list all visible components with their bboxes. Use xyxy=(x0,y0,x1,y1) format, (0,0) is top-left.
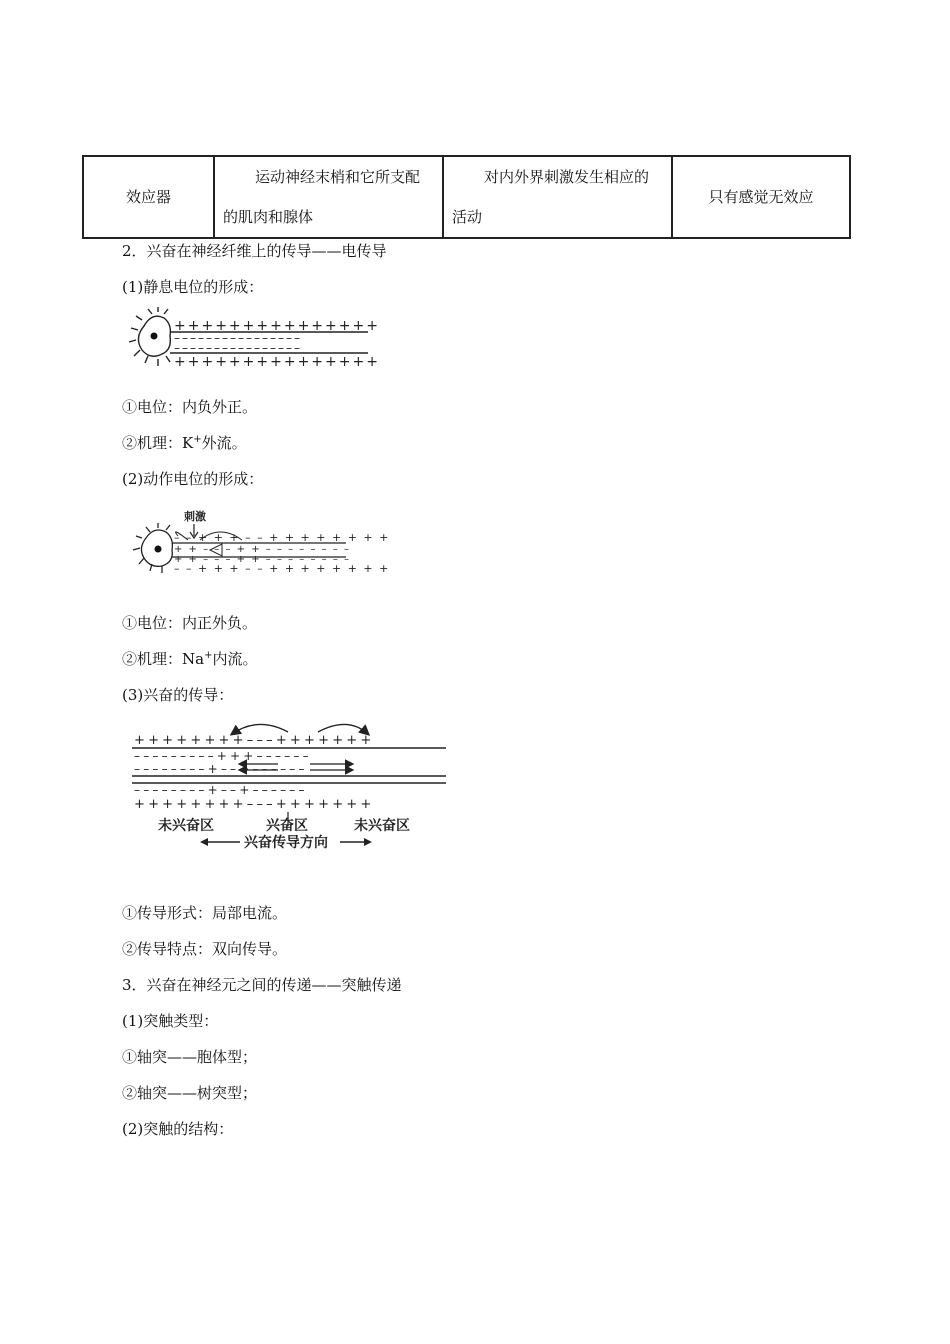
svg-text:––––––––+––+––––––: ––––––––+––+–––––– xyxy=(134,762,308,776)
resting-potential-figure xyxy=(122,306,380,370)
right-region-label: 未兴奋区 xyxy=(354,818,410,834)
table-cell: 对内外界刺激发生相应的活动 xyxy=(443,156,672,238)
section-heading: 3．兴奋在神经元之间的传递——突触传递 xyxy=(122,976,402,994)
svg-text:––––––––––––––––: –––––––––––––––– xyxy=(174,331,302,345)
subsection-heading: (1)静息电位的形成： xyxy=(122,278,264,296)
superscript: + xyxy=(193,434,202,445)
svg-text:– – + + + – – + + + + + + + +: – – + + + – – + + + + + + + + xyxy=(174,531,390,544)
stimulus-label: 刺激 xyxy=(184,510,206,523)
table-cell: 效应器 xyxy=(83,156,214,238)
svg-text:– – + + + – – + + + + + + + +: – – + + + – – + + + + + + + + xyxy=(174,562,390,575)
text-part: ②机理：Na xyxy=(122,650,205,668)
action-potential-figure xyxy=(130,506,390,582)
text-line xyxy=(122,432,247,453)
text-line: ①传导形式：局部电流。 xyxy=(122,904,288,922)
superscript: + xyxy=(204,650,213,661)
svg-text:+++++++++++++++: +++++++++++++++ xyxy=(174,354,380,370)
svg-text:––––––––+––+––––––: ––––––––+––+–––––– xyxy=(134,783,308,797)
subsection-heading: (1)突触类型： xyxy=(122,1012,219,1030)
mid-region-label: 兴奋区 xyxy=(266,818,308,834)
comparison-table xyxy=(82,155,851,239)
direction-label: 兴奋传导方向 xyxy=(244,835,328,851)
text-part: 内流。 xyxy=(212,650,258,668)
svg-text:+ + – – – + + – – – – – – – –: + + – – – + + – – – – – – – – xyxy=(174,554,351,565)
section-heading: 2．兴奋在神经纤维上的传导——电传导 xyxy=(122,242,387,260)
table-cell: 只有感觉无效应 xyxy=(672,156,850,238)
subsection-heading: (2)动作电位的形成： xyxy=(122,470,264,488)
text-line xyxy=(122,648,257,669)
text-part: ②机理：K xyxy=(122,434,194,452)
text-line: ①电位：内负外正。 xyxy=(122,398,258,416)
text-part: 外流。 xyxy=(201,434,247,452)
text-line: ②传导特点：双向传导。 xyxy=(122,940,288,958)
text-line: ①轴突——胞体型； xyxy=(122,1048,258,1066)
svg-text:+ + – – – + + – – – – – – – –: + + – – – + + – – – – – – – – xyxy=(174,544,351,555)
svg-text:++++++++–––+++++++: ++++++++–––+++++++ xyxy=(134,797,375,812)
subsection-heading: (2)突触的结构： xyxy=(122,1120,234,1138)
table-cell: 运动神经末梢和它所支配的肌肉和腺体 xyxy=(214,156,443,238)
svg-text:––––––––––––––––: –––––––––––––––– xyxy=(174,341,302,355)
left-region-label: 未兴奋区 xyxy=(158,818,214,834)
conduction-figure xyxy=(128,716,452,864)
text-line: ①电位：内正外负。 xyxy=(122,614,258,632)
text-line: ②轴突——树突型； xyxy=(122,1084,258,1102)
table-row xyxy=(83,156,850,238)
svg-text:+++++++++++++++: +++++++++++++++ xyxy=(174,318,380,334)
svg-text:–––––––––+++––––––: –––––––––+++–––––– xyxy=(134,749,312,763)
svg-text:++++++++–––+++++++: ++++++++–––+++++++ xyxy=(134,733,375,748)
subsection-heading: (3)兴奋的传导： xyxy=(122,686,234,704)
